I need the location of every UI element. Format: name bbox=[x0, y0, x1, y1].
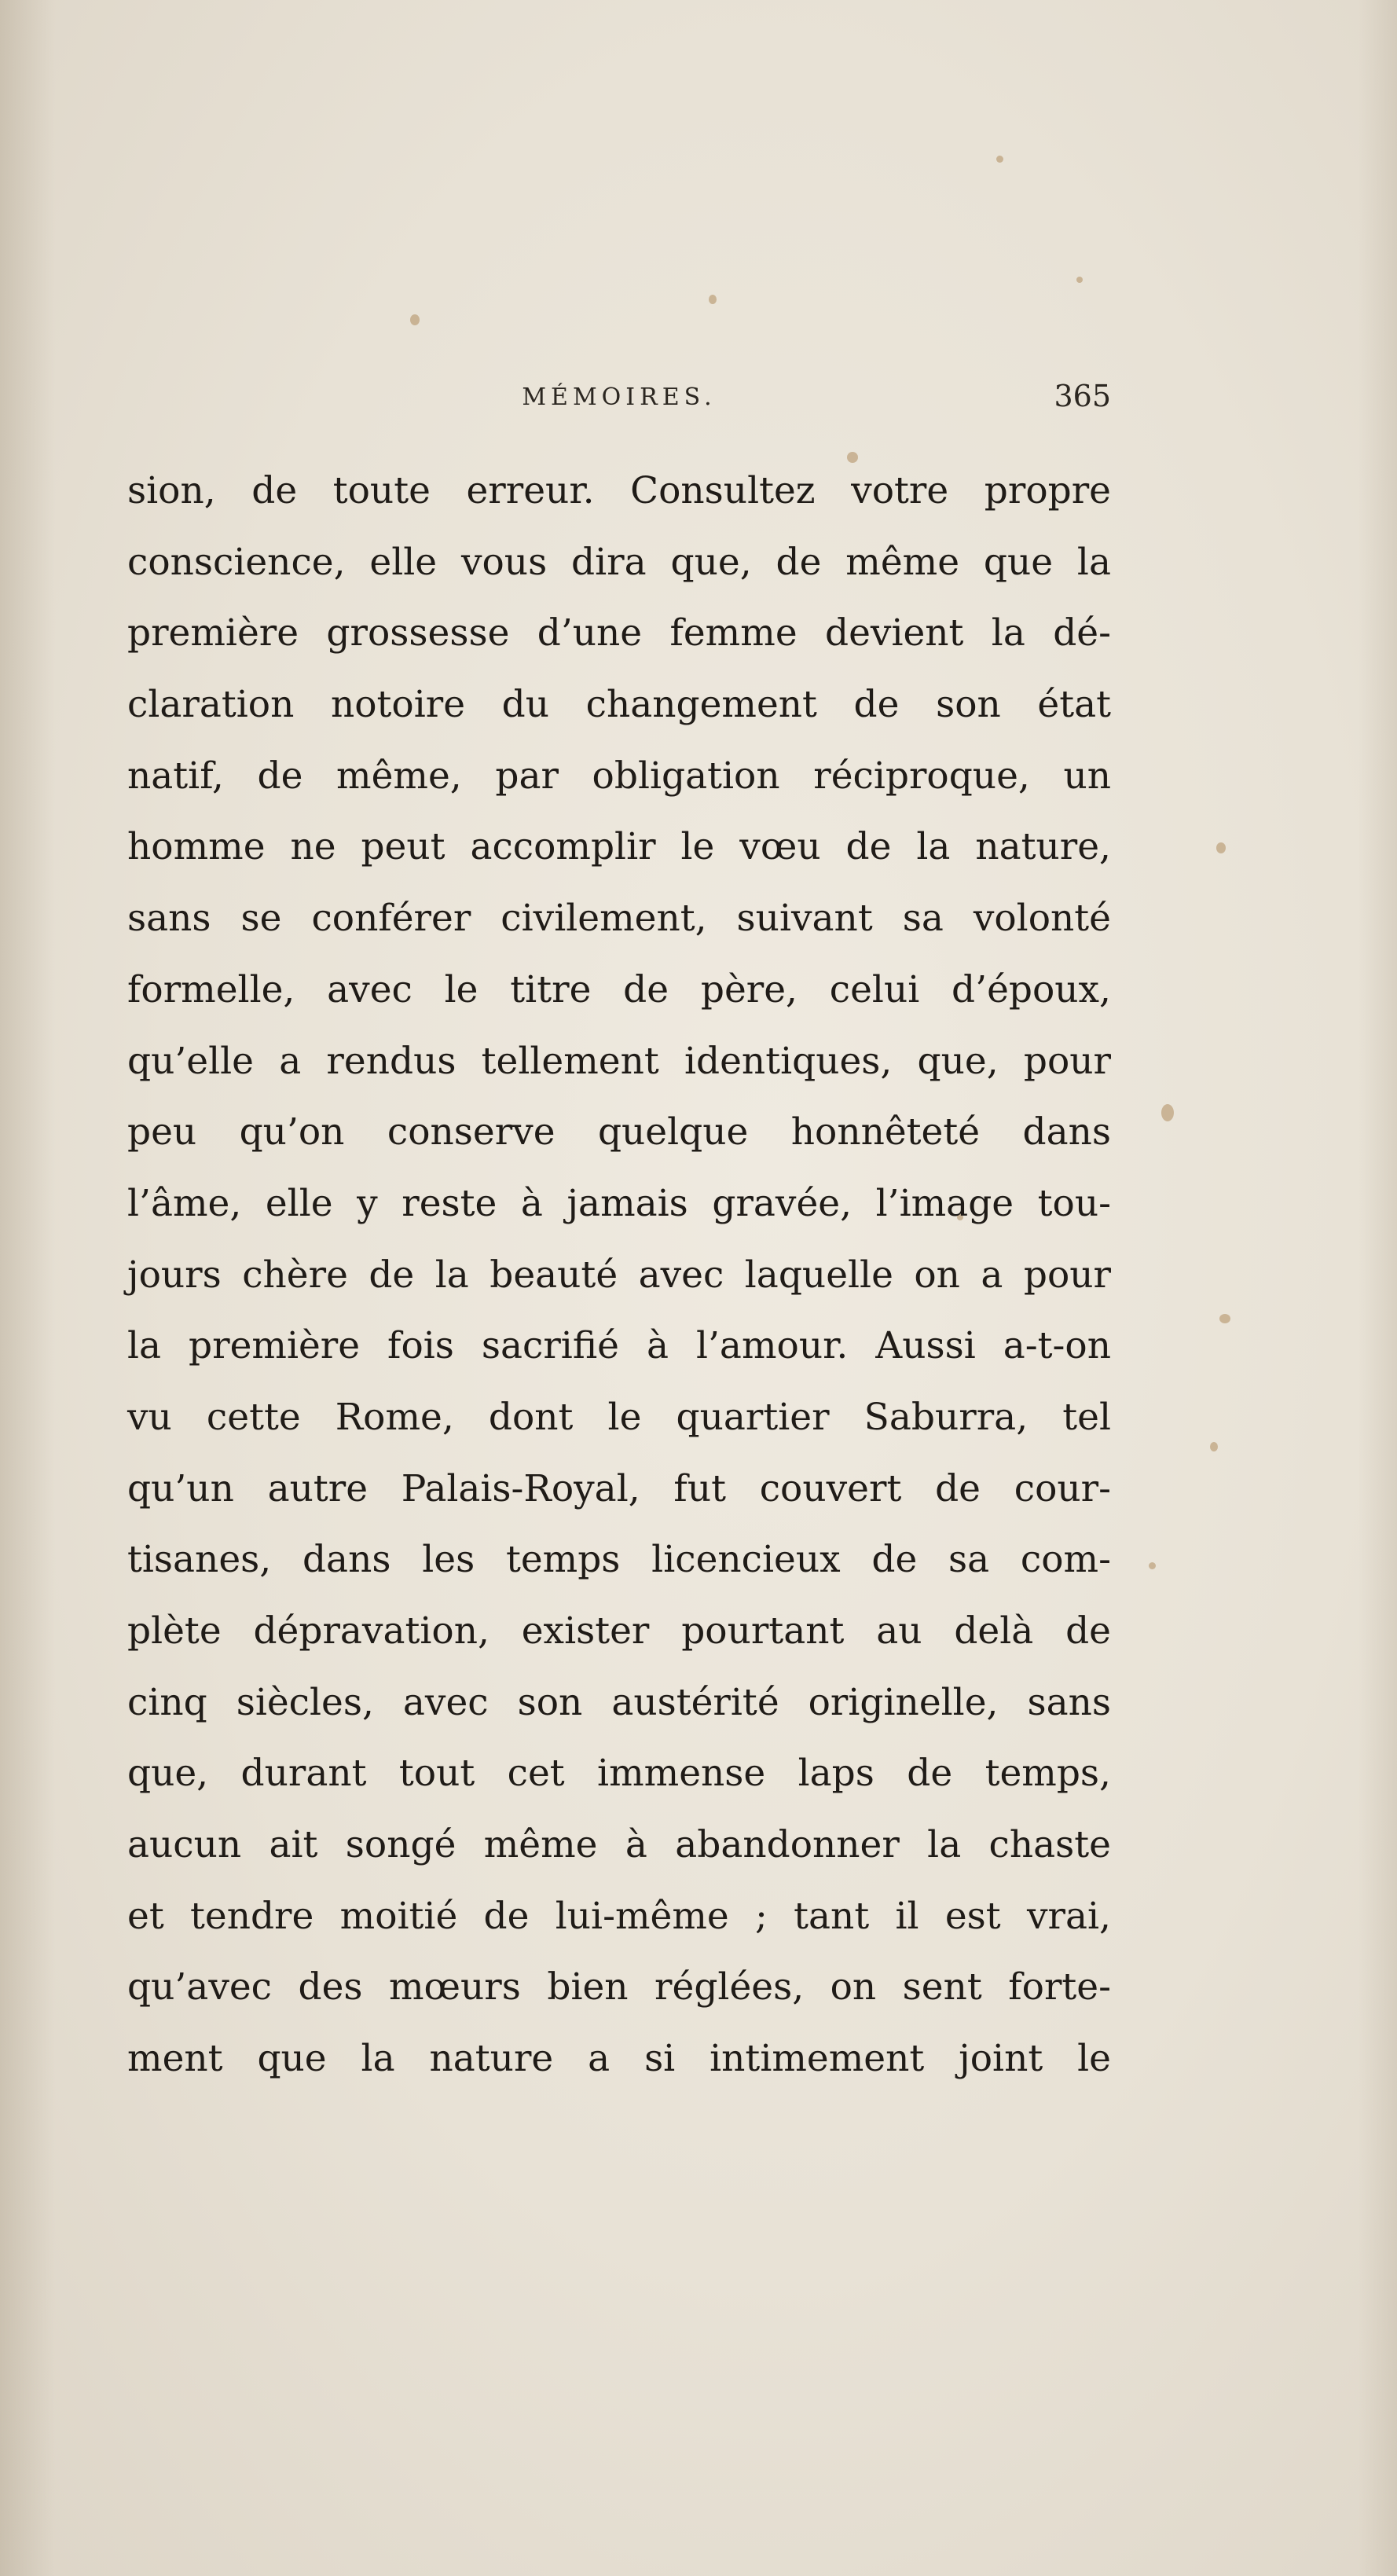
text-line: natif, de même, par obligation réciproque, un bbox=[127, 754, 1111, 798]
foxing-speck bbox=[1216, 842, 1226, 853]
text-line: conscience, elle vous dira que, de même que la bbox=[127, 540, 1111, 584]
foxing-speck bbox=[996, 156, 1003, 163]
text-line: ment que la nature a si intimement joint le bbox=[127, 2037, 1111, 2081]
text-line: qu’elle a rendus tellement identiques, que, pour bbox=[127, 1039, 1111, 1083]
foxing-speck bbox=[709, 295, 717, 304]
page-number: 365 bbox=[1054, 379, 1111, 413]
text-line: formelle, avec le titre de père, celui d’époux, bbox=[127, 967, 1111, 1011]
foxing-speck bbox=[1076, 277, 1083, 283]
text-line: peu qu’on conserve quelque honnêteté dans bbox=[127, 1110, 1111, 1154]
text-line: qu’avec des mœurs bien réglées, on sent forte- bbox=[127, 1965, 1111, 2009]
foxing-speck bbox=[1161, 1104, 1174, 1121]
text-line: l’âme, elle y reste à jamais gravée, l’image tou- bbox=[127, 1181, 1111, 1225]
page-edge-shadow-right bbox=[1358, 0, 1397, 2576]
text-line: qu’un autre Palais-Royal, fut couvert de cour- bbox=[127, 1466, 1111, 1510]
text-line: tisanes, dans les temps licencieux de sa com- bbox=[127, 1538, 1111, 1582]
foxing-speck bbox=[1149, 1562, 1156, 1569]
body-text bbox=[127, 456, 1111, 2095]
text-line: que, durant tout cet immense laps de temps, bbox=[127, 1752, 1111, 1796]
running-head: MÉMOIRES. bbox=[522, 383, 717, 411]
text-line: la première fois sacrifié à l’amour. Aussi a-t-on bbox=[127, 1324, 1111, 1368]
text-line: cinq siècles, avec son austérité originelle, sans bbox=[127, 1680, 1111, 1724]
text-line: plète dépravation, exister pourtant au delà de bbox=[127, 1609, 1111, 1653]
text-line: sion, de toute erreur. Consultez votre propre bbox=[127, 469, 1111, 512]
text-line: et tendre moitié de lui-même ; tant il est vrai, bbox=[127, 1894, 1111, 1938]
text-line: jours chère de la beauté avec laquelle on a pour bbox=[127, 1253, 1111, 1297]
page-edge-shadow-left bbox=[0, 0, 55, 2576]
text-line: sans se conférer civilement, suivant sa volonté bbox=[127, 897, 1111, 941]
text-line: aucun ait songé même à abandonner la chaste bbox=[127, 1823, 1111, 1867]
text-line: homme ne peut accomplir le vœu de la nature, bbox=[127, 825, 1111, 869]
page-header bbox=[127, 379, 1111, 426]
foxing-speck bbox=[410, 314, 420, 325]
text-line: claration notoire du changement de son état bbox=[127, 683, 1111, 727]
foxing-speck bbox=[1219, 1314, 1230, 1323]
text-line: vu cette Rome, dont le quartier Saburra, tel bbox=[127, 1395, 1111, 1439]
foxing-speck bbox=[1210, 1442, 1218, 1451]
text-line: première grossesse d’une femme devient la dé- bbox=[127, 611, 1111, 655]
